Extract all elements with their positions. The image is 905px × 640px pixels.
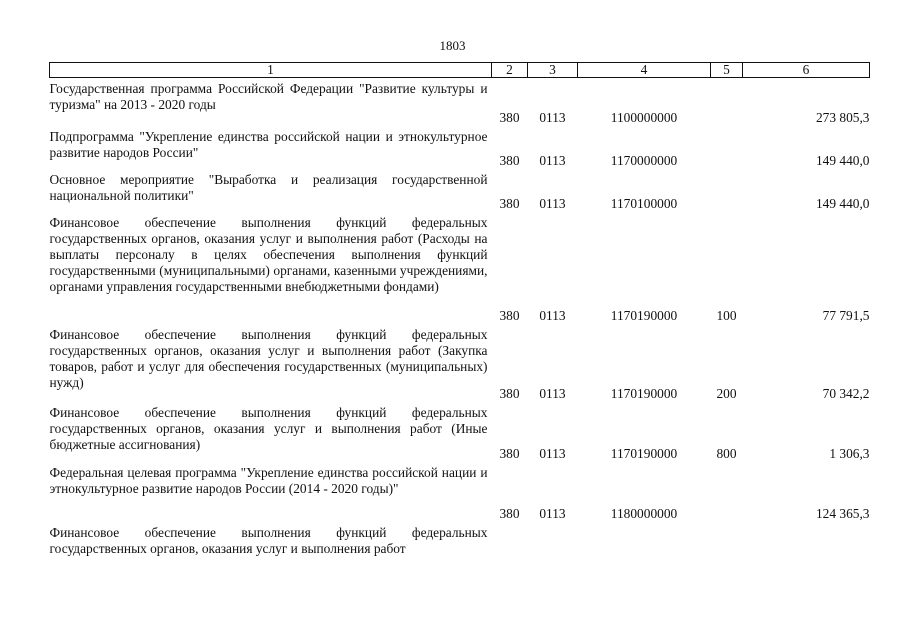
row-code-4: 1170100000 bbox=[610, 196, 678, 211]
row-code-4: 1170190000 bbox=[610, 386, 678, 401]
row-code-5 bbox=[711, 522, 743, 567]
row-code-3: 0113 bbox=[539, 196, 566, 211]
row-description: Основное мероприятие "Выработка и реализация государственной национальной политики" bbox=[49, 172, 488, 203]
row-code-5: 800 bbox=[716, 446, 737, 461]
column-header-4: 4 bbox=[578, 63, 711, 78]
row-amount: 149 440,0 bbox=[815, 196, 870, 211]
row-code-5: 200 bbox=[716, 386, 737, 401]
row-code-4 bbox=[578, 522, 711, 567]
row-description: Федеральная целевая программа "Укрепление единства российской нации и этнокультурное развитие народов России (2014 - 2020 годы)" bbox=[49, 465, 488, 496]
row-amount: 273 805,3 bbox=[815, 110, 870, 125]
row-code-5: 100 bbox=[716, 308, 737, 323]
page-number: 1803 bbox=[439, 38, 466, 53]
row-code-2: 380 bbox=[499, 386, 520, 401]
row-code-2: 380 bbox=[499, 308, 520, 323]
row-code-5 bbox=[711, 462, 743, 522]
row-code-3: 0113 bbox=[539, 446, 566, 461]
row-code-2: 380 bbox=[499, 196, 520, 211]
row-code-4: 1170190000 bbox=[610, 308, 678, 323]
column-header-3: 3 bbox=[528, 63, 578, 78]
row-description: Финансовое обеспечение выполнения функций федеральных государственных органов, оказания услуг и выполнения работ (Расходы на выплаты персоналу в целях обеспечения выполнения функций государственными (муниципальными) органами, казенными учреждениями, органами управления государственными внебюджетными фондами) bbox=[49, 215, 488, 294]
row-code-2: 380 bbox=[499, 153, 520, 168]
row-description: Подпрограмма "Укрепление единства российской нации и этнокультурное развитие народов России" bbox=[49, 129, 488, 160]
row-code-2: 380 bbox=[499, 110, 520, 125]
row-amount: 77 791,5 bbox=[822, 308, 870, 323]
row-code-3: 0113 bbox=[539, 308, 566, 323]
table-row bbox=[50, 212, 870, 324]
row-amount: 1 306,3 bbox=[829, 446, 870, 461]
row-code-5 bbox=[711, 169, 743, 212]
row-amount: 149 440,0 bbox=[815, 153, 870, 168]
table-row bbox=[50, 462, 870, 522]
row-code-5 bbox=[711, 126, 743, 169]
column-header-1: 1 bbox=[50, 63, 492, 78]
table-row bbox=[50, 324, 870, 402]
row-code-4: 1180000000 bbox=[610, 506, 678, 521]
row-code-2: 380 bbox=[499, 446, 520, 461]
table-row bbox=[50, 402, 870, 462]
row-code-4: 1100000000 bbox=[610, 110, 678, 125]
row-description: Финансовое обеспечение выполнения функций федеральных государственных органов, оказания услуг и выполнения работ (Закупка товаров, работ и услуг для обеспечения государственных (муниципальных) нужд) bbox=[49, 327, 488, 390]
row-amount: 70 342,2 bbox=[822, 386, 870, 401]
table-row bbox=[50, 126, 870, 169]
row-amount bbox=[743, 522, 870, 567]
row-code-3 bbox=[528, 522, 578, 567]
budget-table bbox=[49, 62, 870, 567]
row-description: Финансовое обеспечение выполнения функций федеральных государственных органов, оказания услуг и выполнения работ (Иные бюджетные ассигнования) bbox=[49, 405, 488, 452]
row-description: Финансовое обеспечение выполнения функций федеральных государственных органов, оказания услуг и выполнения работ bbox=[49, 525, 488, 556]
column-header-6: 6 bbox=[743, 63, 870, 78]
row-code-3: 0113 bbox=[539, 506, 566, 521]
table-header bbox=[50, 63, 870, 78]
row-description: Государственная программа Российской Федерации "Развитие культуры и туризма" на 2013 - 2020 годы bbox=[49, 81, 488, 112]
column-header-5: 5 bbox=[711, 63, 743, 78]
row-amount: 124 365,3 bbox=[815, 506, 870, 521]
row-code-2: 380 bbox=[499, 506, 520, 521]
header-row bbox=[50, 63, 870, 78]
column-header-2: 2 bbox=[492, 63, 528, 78]
table-row bbox=[50, 78, 870, 127]
row-code-3: 0113 bbox=[539, 153, 566, 168]
table-row bbox=[50, 522, 870, 567]
row-code-4: 1170190000 bbox=[610, 446, 678, 461]
row-code-5 bbox=[711, 78, 743, 127]
row-code-3: 0113 bbox=[539, 110, 566, 125]
row-code-4: 1170000000 bbox=[610, 153, 678, 168]
row-code-2 bbox=[492, 522, 528, 567]
row-code-3: 0113 bbox=[539, 386, 566, 401]
table-row bbox=[50, 169, 870, 212]
